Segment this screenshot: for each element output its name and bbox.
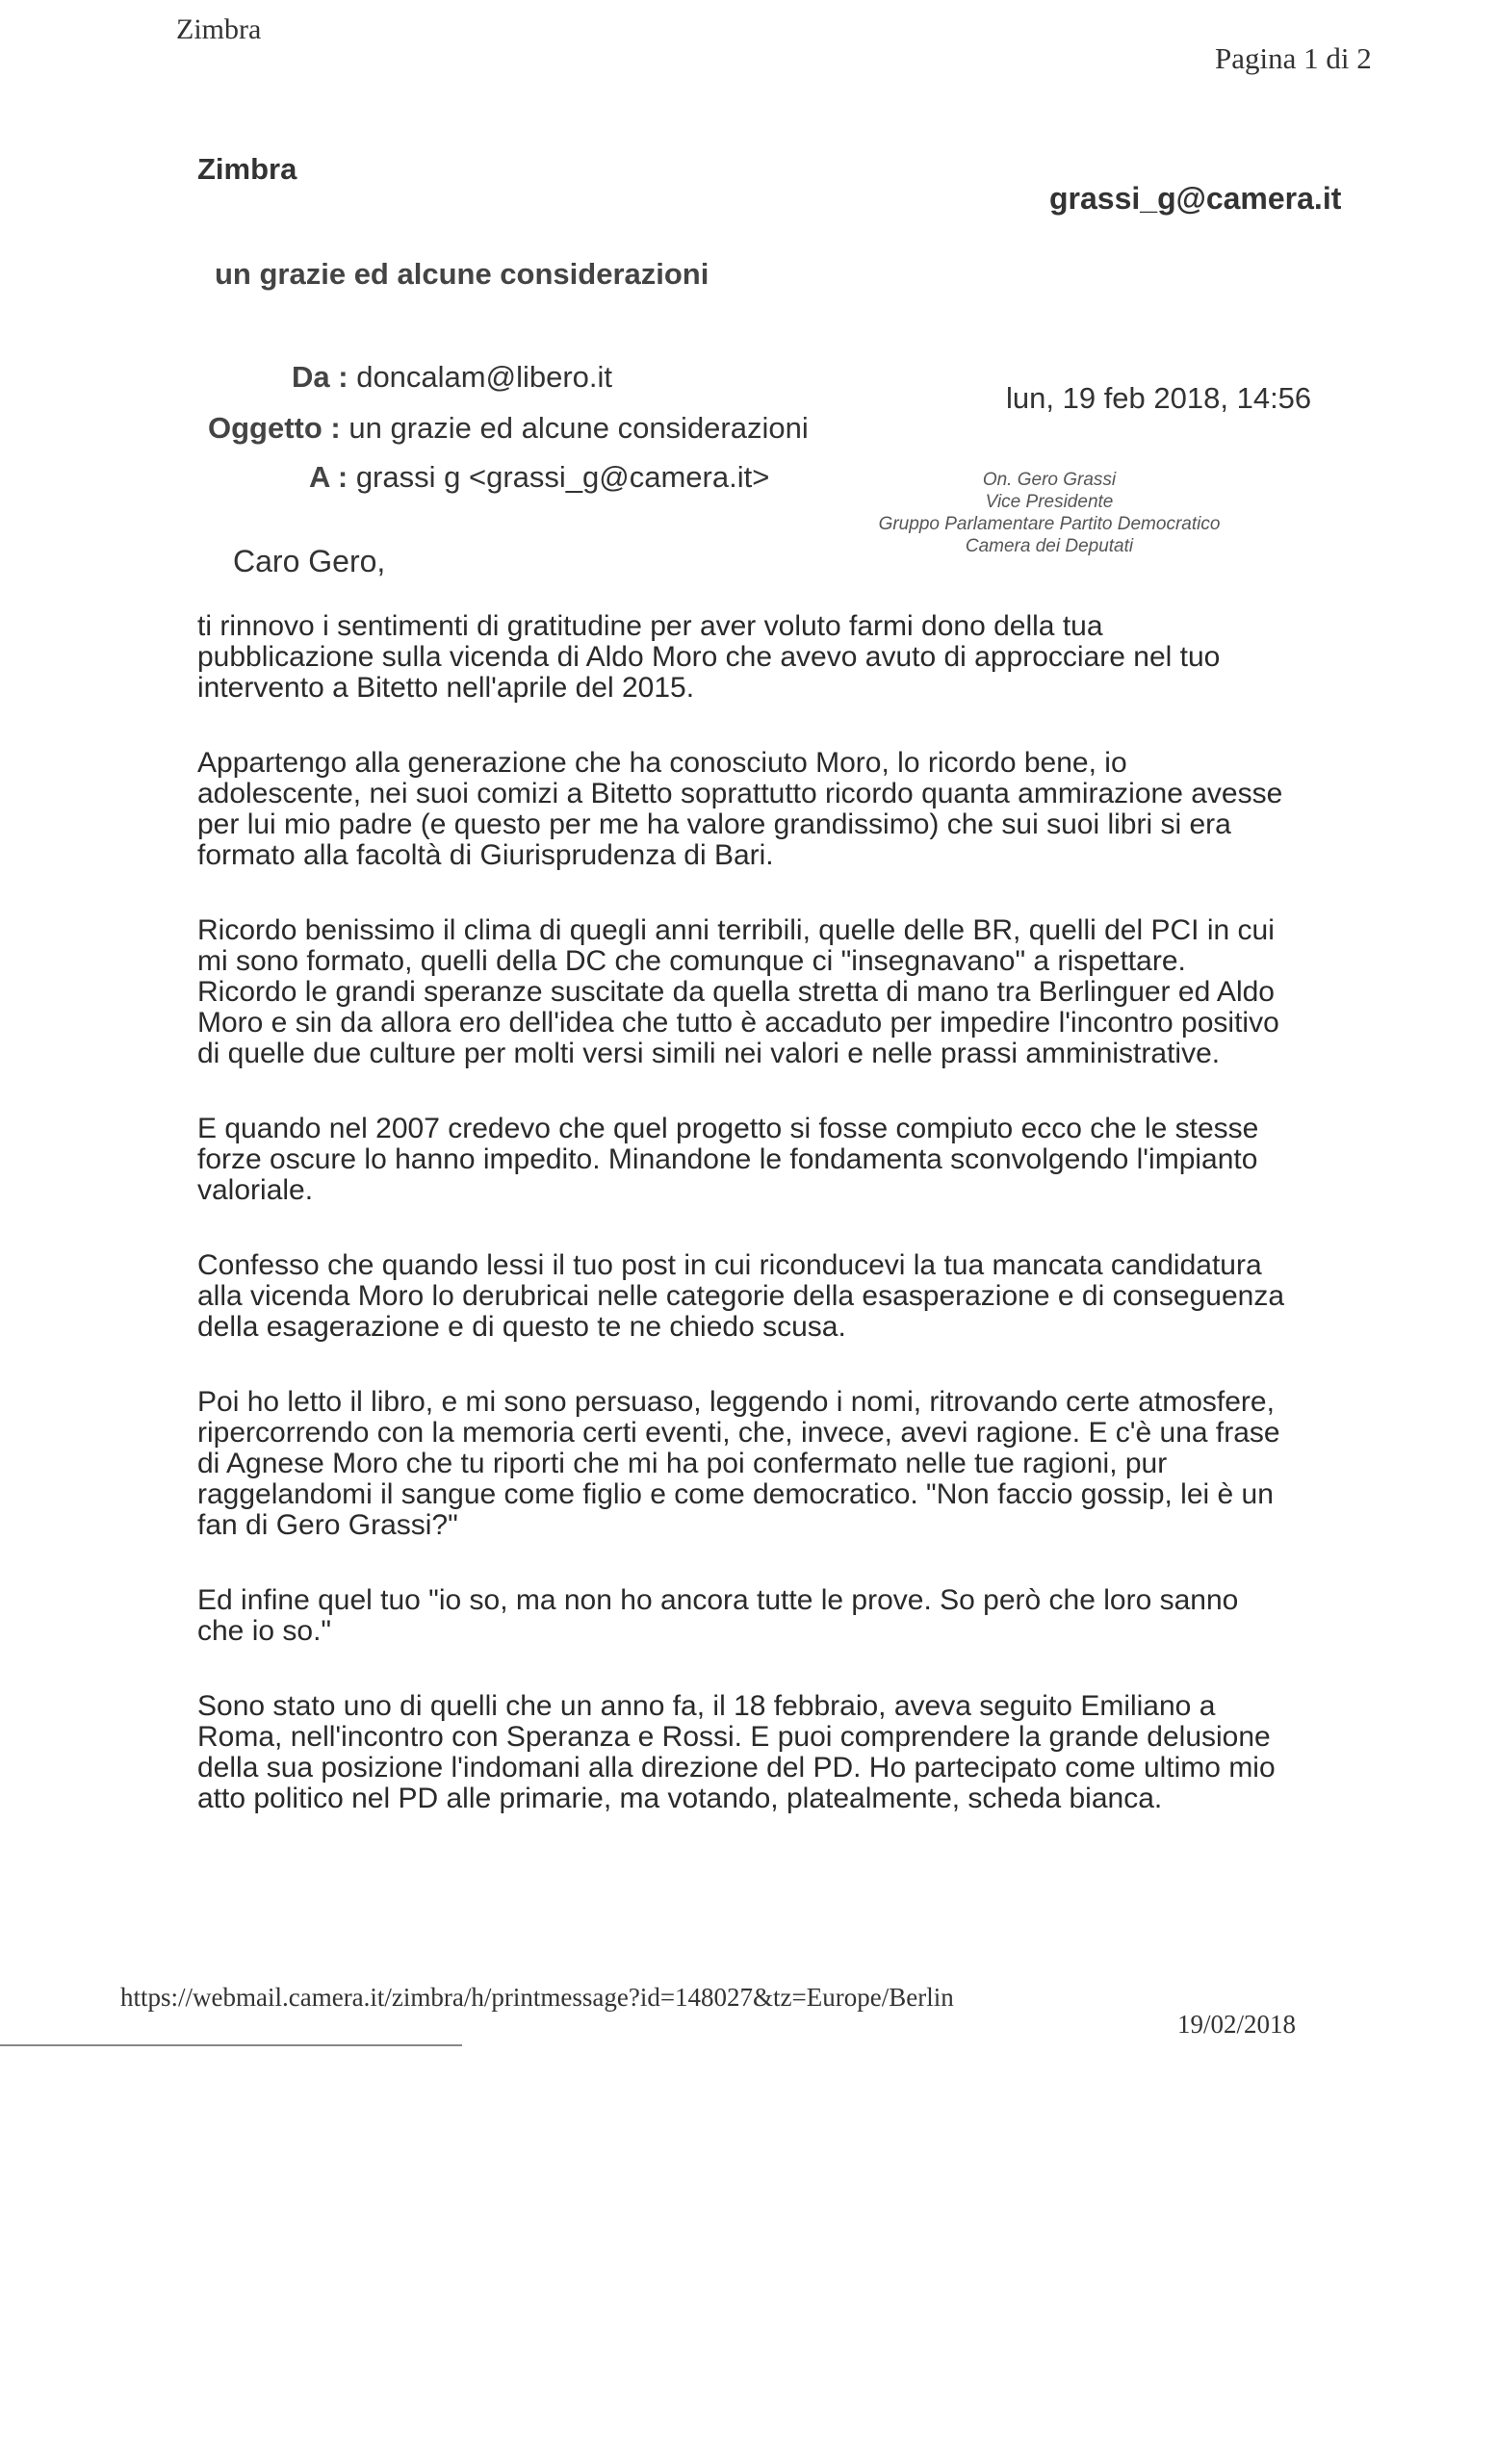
page-number: Pagina 1 di 2 <box>1215 41 1372 75</box>
official-stamp <box>847 469 1251 557</box>
letter-paragraph: ti rinnovo i sentimenti di gratitudine per aver voluto farmi dono della tua pubblicazione sulla vicenda di Aldo Moro che avevo avuto di approcciare nel tuo intervento a Bitetto nell'aprile del 2015. <box>197 610 1221 704</box>
stamp-line-group: Gruppo Parlamentare Partito Democratico <box>878 514 1221 534</box>
letter-paragraph: Ed infine quel tuo "io so, ma non ho ancora tutte le prove. So però che loro sanno che io so." <box>197 1584 1239 1647</box>
to-row <box>309 460 769 495</box>
to-label: A : <box>309 460 348 494</box>
message-date: lun, 19 feb 2018, 14:56 <box>1006 381 1312 415</box>
footer-divider <box>0 2044 462 2046</box>
from-label: Da : <box>292 360 348 394</box>
print-header-app-name: Zimbra <box>176 13 262 45</box>
from-value[interactable]: doncalam@libero.it <box>356 360 613 394</box>
stamp-line-role: Vice Presidente <box>985 492 1114 512</box>
letter-paragraph: Poi ho letto il libro, e mi sono persuaso, leggendo i nomi, ritrovando certe atmosfere, ripercorrendo con la memoria certi eventi, che, invece, avevi ragione. E c'è una frase di Agnese Moro che tu riporti che mi ha poi confermato nelle tue ragioni, pur raggelandomi il sangue come figlio e come democratico. "Non faccio gossip, lei è un fan di Gero Grassi?" <box>197 1386 1280 1541</box>
letter-paragraph: Ricordo benissimo il clima di quegli anni terribili, quelle delle BR, quelli del PCI in cui mi sono formato, quelli della DC che comunque ci "insegnavano" a rispettare. Ricordo le grandi speranze suscitate da quella stretta di mano tra Berlinguer ed Aldo Moro e sin da allora ero dell'idea che tutto è accaduto per impedire l'incontro positivo di quelle due culture per molti versi simili nei valori e nelle prassi amministrative. <box>197 914 1279 1069</box>
subject-row <box>208 411 809 446</box>
from-row <box>292 360 612 395</box>
letter-paragraph: Confesso che quando lessi il tuo post in cui riconducevi la tua mancata candidatura alla vicenda Moro lo derubricai nelle categorie della esasperazione e di conseguenza della esagerazione e di questo te ne chiedo scusa. <box>197 1249 1285 1343</box>
letter-paragraph: E quando nel 2007 credevo che quel progetto si fosse compiuto ecco che le stesse forze oscure lo hanno impedito. Minandone le fondamenta sconvolgendo l'impianto valoriale. <box>197 1113 1259 1206</box>
subject-value: un grazie ed alcune considerazioni <box>348 411 809 445</box>
print-date: 19/02/2018 <box>1177 2010 1297 2039</box>
stamp-line-chamber: Camera dei Deputati <box>965 536 1134 556</box>
letter-greeting: Caro Gero, <box>233 544 386 578</box>
stamp-line-name: On. Gero Grassi <box>982 470 1117 490</box>
letter-body <box>197 611 1285 1859</box>
letter-paragraph: Sono stato uno di quelli che un anno fa, il 18 febbraio, aveva seguito Emiliano a Roma, nell'incontro con Speranza e Rossi. E puoi comprendere la grande delusione della sua posizione l'indomani alla direzione del PD. Ho partecipato come ultimo mio atto politico nel PD alle primarie, ma votando, platealmente, scheda bianca. <box>197 1690 1276 1814</box>
app-title: Zimbra <box>197 152 297 186</box>
message-subject-title: un grazie ed alcune considerazioni <box>215 257 709 291</box>
print-url: https://webmail.camera.it/zimbra/h/printmessage?id=148027&tz=Europe/Berlin <box>120 1983 954 2012</box>
letter-paragraph: Appartengo alla generazione che ha conosciuto Moro, lo ricordo bene, io adolescente, nei suoi comizi a Bitetto soprattutto ricordo quanta ammirazione avesse per lui mio padre (e questo per me ha valore grandissimo) che sui suoi libri si era formato alla facoltà di Giurisprudenza di Bari. <box>197 747 1283 871</box>
account-email: grassi_g@camera.it <box>1049 181 1342 216</box>
subject-label: Oggetto : <box>208 411 341 445</box>
to-value[interactable]: grassi g <grassi_g@camera.it> <box>355 460 770 494</box>
